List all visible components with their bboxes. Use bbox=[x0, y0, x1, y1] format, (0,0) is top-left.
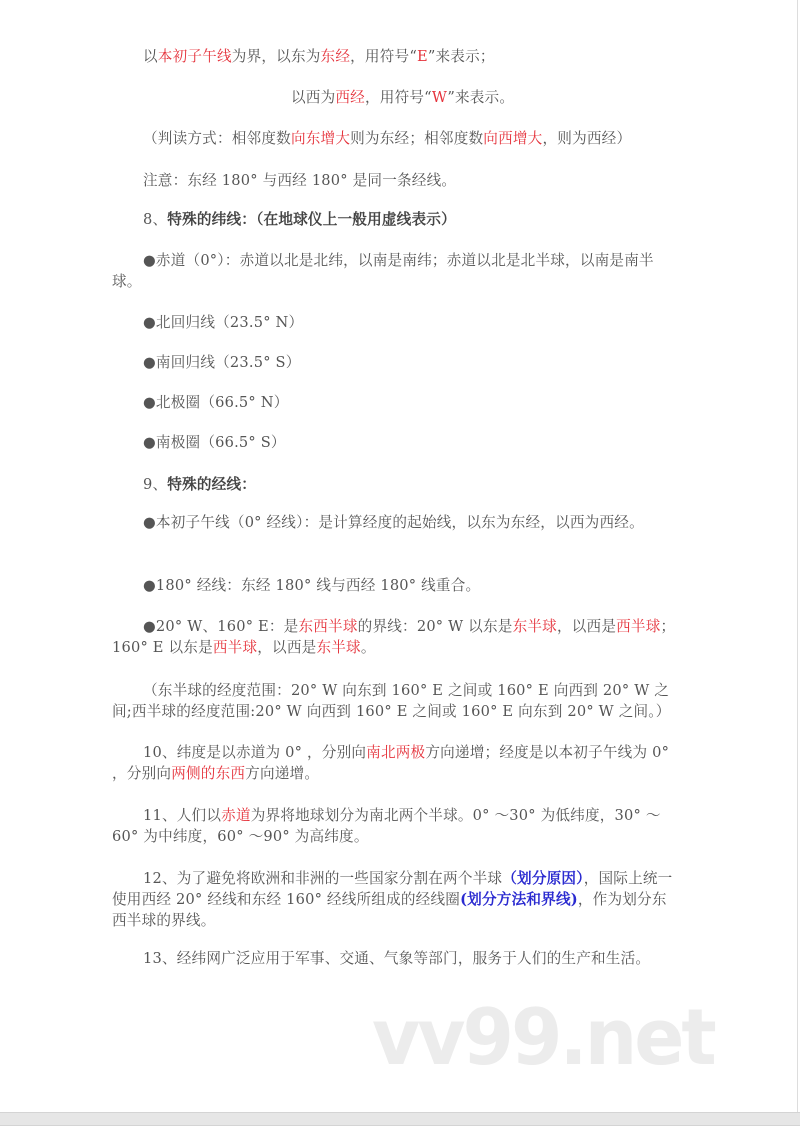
text-run: ”来表示； bbox=[427, 48, 495, 65]
paragraph bbox=[112, 512, 678, 533]
paragraph bbox=[112, 680, 678, 722]
text-run: ●南回归线（23.5° S） bbox=[143, 354, 301, 371]
text-run: 为界，以东为 bbox=[231, 48, 321, 65]
text-run: ，以西是 bbox=[257, 639, 317, 656]
paragraph bbox=[112, 474, 678, 495]
text-run: 13、经纬网广泛应用于军事、交通、气象等部门，服务于人们的生产和生活。 bbox=[143, 950, 651, 967]
text-run: ●本初子午线（0° 经线）：是计算经度的起始线，以东为东经，以西为西经。 bbox=[143, 514, 644, 531]
highlighted-text: 特殊的经线： bbox=[167, 476, 257, 493]
text-run: ，则为西经） bbox=[542, 130, 632, 147]
text-run: 以 bbox=[143, 48, 158, 65]
text-run: 以西为 bbox=[291, 89, 336, 106]
watermark: vv99.net bbox=[372, 992, 714, 1084]
paragraph bbox=[112, 868, 678, 931]
highlighted-text: 向西增大 bbox=[483, 130, 543, 147]
paragraph bbox=[112, 312, 678, 333]
highlighted-text: 特殊的纬线：（在地球仪上一般用虚线表示） bbox=[167, 211, 456, 228]
highlighted-text: 赤道 bbox=[221, 807, 251, 824]
highlighted-text: 东半球 bbox=[512, 618, 557, 635]
highlighted-text: 本初子午线 bbox=[157, 48, 232, 65]
paragraph bbox=[112, 170, 678, 191]
highlighted-text: W bbox=[431, 89, 448, 106]
paragraph bbox=[112, 805, 678, 847]
paragraph bbox=[112, 128, 678, 149]
text-run: ●180° 经线：东经 180° 线与西经 180° 线重合。 bbox=[143, 577, 481, 594]
text-run: ，用符号“ bbox=[364, 89, 432, 106]
text-run: 。 bbox=[360, 639, 376, 656]
paragraph bbox=[112, 250, 678, 292]
highlighted-text: 东半球 bbox=[316, 639, 361, 656]
highlighted-text: 西半球 bbox=[212, 639, 258, 656]
highlighted-text: 东西半球 bbox=[298, 618, 358, 635]
text-run: ●南极圈（66.5° S） bbox=[143, 434, 286, 451]
text-run: ●北回归线（23.5° N） bbox=[143, 314, 304, 331]
text-run: ，作为划分东西半球的界线。 bbox=[112, 891, 667, 929]
text-run: ，以西是 bbox=[556, 618, 617, 635]
text-run: 10、纬度是以赤道为 0° ，分别向 bbox=[143, 744, 367, 761]
text-run: （东半球的经度范围：20° W 向东到 160° E 之间或 160° E 向西到 20° W 之间;西半球的经度范围:20° W 向西到 160° E 之间或 160° E 向东到 20° W 之间。） bbox=[112, 682, 671, 720]
text-run: （判读方式：相邻度数 bbox=[143, 130, 291, 147]
page-separator bbox=[0, 1112, 800, 1126]
text-run: 注意：东经 180° 与西经 180° 是同一条经线。 bbox=[143, 172, 457, 189]
text-run: 的界线：20° W 以东是 bbox=[357, 618, 513, 635]
paragraph bbox=[112, 575, 678, 596]
highlighted-text: （划分原因） bbox=[502, 870, 584, 887]
paragraph bbox=[112, 616, 678, 658]
paragraph bbox=[112, 742, 678, 784]
text-run: 为界将地球划分为南北两个半球。0° ～30° 为低纬度，30° ～60° 为中纬度，60° ～90° 为高纬度。 bbox=[112, 807, 661, 845]
paragraph bbox=[112, 46, 678, 67]
text-run: ，用符号“ bbox=[350, 48, 417, 65]
text-run: 方向递增；经度是以本初子午线为 0° ，分别向 bbox=[112, 744, 670, 782]
highlighted-text: 西经 bbox=[335, 89, 365, 106]
paragraph bbox=[291, 87, 691, 108]
text-run: ●赤道（0°）：赤道以北是北纬，以南是南纬；赤道以北是北半球，以南是南半球。 bbox=[112, 252, 654, 290]
text-run: 8、 bbox=[143, 211, 168, 228]
paragraph bbox=[112, 948, 678, 969]
text-run: 方向递增。 bbox=[245, 765, 320, 782]
text-run: 9、 bbox=[143, 476, 168, 493]
highlighted-text: 西半球 bbox=[616, 618, 661, 635]
paragraph bbox=[112, 432, 678, 453]
text-run: ，国际上统一使用西经 20° 经线和东经 160° 经线所组成的经线圈 bbox=[112, 870, 673, 908]
text-run: ；160° E 以东是 bbox=[112, 618, 676, 656]
text-run: 则为东经；相邻度数 bbox=[350, 130, 484, 147]
highlighted-text: E bbox=[416, 48, 428, 65]
text-run: ●北极圈（66.5° N） bbox=[143, 394, 289, 411]
highlighted-text: 向东增大 bbox=[290, 130, 351, 147]
paragraph bbox=[112, 392, 678, 413]
text-run: ●20° W、160° E：是 bbox=[143, 618, 299, 635]
text-run: 11、人们以 bbox=[143, 807, 222, 824]
highlighted-text: 东经 bbox=[320, 48, 351, 65]
highlighted-text: 南北两极 bbox=[366, 744, 426, 761]
text-run: 12、为了避免将欧洲和非洲的一些国家分割在两个半球 bbox=[143, 870, 503, 887]
paragraph bbox=[112, 352, 678, 373]
paragraph bbox=[112, 209, 678, 230]
highlighted-text: (划分方法和界线) bbox=[460, 891, 578, 908]
highlighted-text: 两侧的东西 bbox=[171, 765, 246, 782]
text-run: ”来表示。 bbox=[447, 89, 515, 106]
